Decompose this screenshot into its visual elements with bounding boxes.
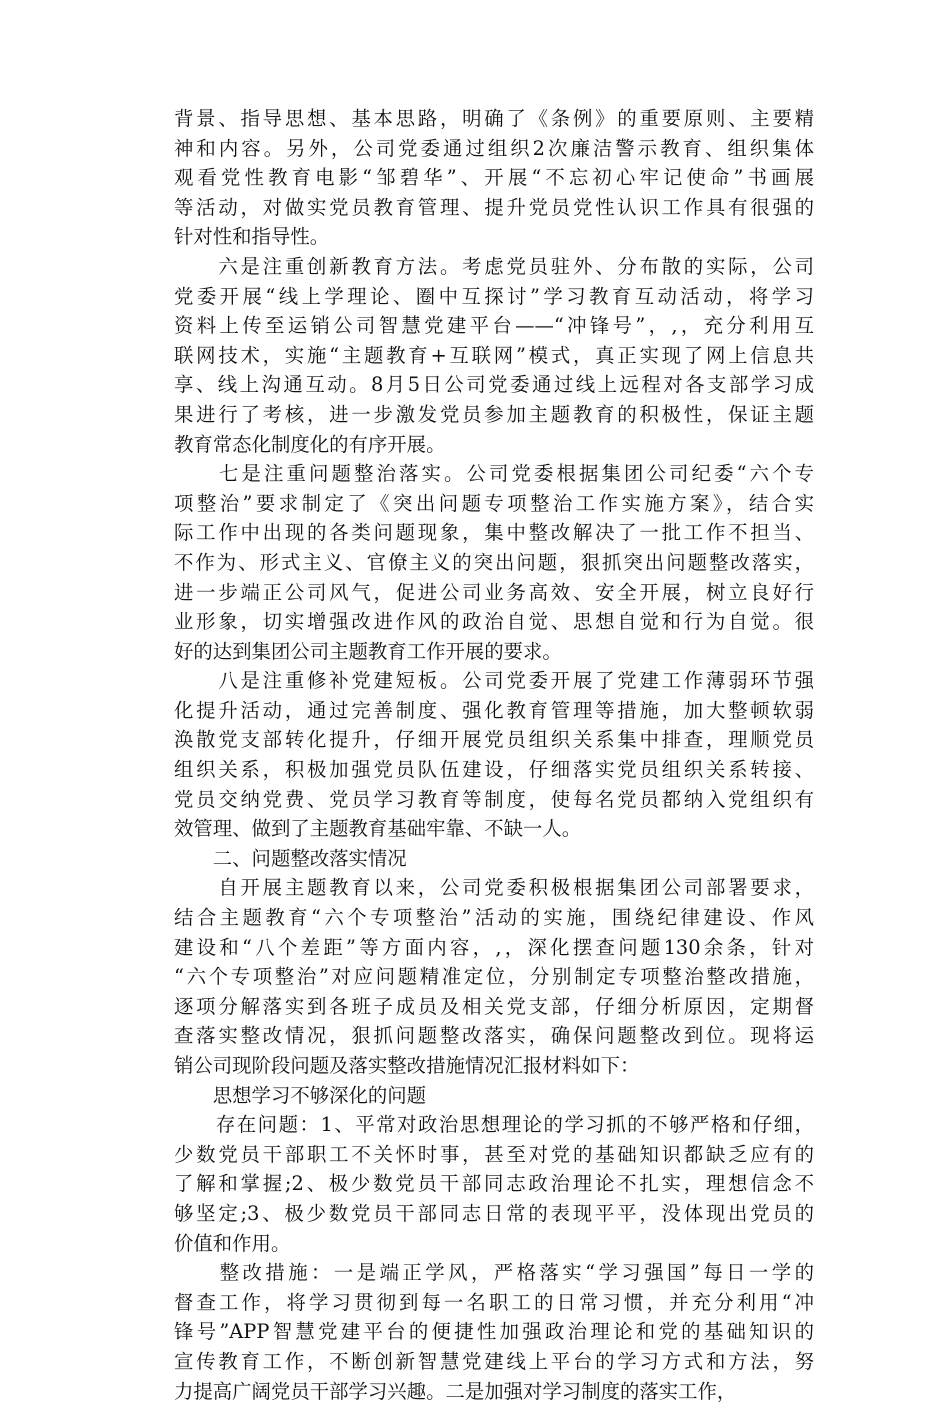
text-line: 涣散党支部转化提升，仔细开展党员组织关系集中排查，理顺党员 xyxy=(174,728,814,752)
text-line: 建设和“八个差距”等方面内容，,，深化摆查问题130余条，针对 xyxy=(174,935,814,959)
text-line: 党员交纳党费、党员学习教育等制度，使每名党员都纳入党组织有 xyxy=(174,787,814,811)
text-line: 联网技术，实施“主题教育+互联网”模式，真正实现了网上信息共 xyxy=(174,343,814,367)
text-line: 销公司现阶段问题及落实整改措施情况汇报材料如下： xyxy=(174,1054,640,1077)
text-line: 针对性和指导性。 xyxy=(174,225,330,249)
text-line: 背景、指导思想、基本思路，明确了《条例》的重要原则、主要精 xyxy=(174,107,814,130)
text-line: 力提高广阔党员干部学习兴趣。二是加强对学习制度的落实工作， xyxy=(174,1379,737,1403)
text-line: 够坚定;3、极少数党员干部同志日常的表现平平，没体现出党员的 xyxy=(174,1201,814,1225)
text-line: 思想学习不够深化的问题 xyxy=(174,1083,427,1107)
text-line: 督查工作，将学习贯彻到每一名职工的日常习惯，并充分利用“冲 xyxy=(174,1290,814,1314)
text-line: 进一步端正公司风气，促进公司业务高效、安全开展，树立良好行 xyxy=(174,580,814,604)
text-line: 了解和掌握;2、极少数党员干部同志政治理论不扎实，理想信念不 xyxy=(174,1172,814,1196)
text-line: 际工作中出现的各类问题现象，集中整改解决了一批工作不担当、 xyxy=(174,521,814,545)
paragraph-p-problems xyxy=(174,1110,814,1258)
paragraph-p-heading-study xyxy=(174,1081,814,1111)
text-line: 少数党员干部职工不关怀时事，甚至对党的基础知识都缺乏应有的 xyxy=(174,1142,814,1166)
paragraph-p-seven xyxy=(174,459,814,666)
text-line: 资料上传至运销公司智慧党建平台——“冲锋号”，,，充分利用互 xyxy=(174,314,814,338)
text-line: 逐项分解落实到各班子成员及相关党支部，仔细分析原因，定期督 xyxy=(174,994,814,1018)
text-line: 二、问题整改落实情况 xyxy=(174,846,407,870)
text-line: 结合主题教育“六个专项整治”活动的实施，围绕纪律建设、作风 xyxy=(174,906,814,930)
text-line: 不作为、形式主义、官僚主义的突出问题，狠抓突出问题整改落实， xyxy=(174,550,814,574)
document-body xyxy=(174,104,814,1406)
text-line: 查落实整改情况，狠抓问题整改落实，确保问题整改到位。现将运 xyxy=(174,1024,814,1048)
paragraph-p-since xyxy=(174,873,814,1080)
text-line: 观看党性教育电影“邹碧华”、开展“不忘初心牢记使命”书画展 xyxy=(174,166,814,190)
text-line: 等活动，对做实党员教育管理、提升党员党性认识工作具有很强的 xyxy=(174,195,814,219)
text-line: 业形象，切实增强改进作风的政治自觉、思想自觉和行为自觉。很 xyxy=(174,610,814,634)
paragraph-p-eight xyxy=(174,666,814,844)
paragraph-p-heading-two xyxy=(174,844,814,874)
text-line: 整改措施：一是端正学风，严格落实“学习强国”每日一学的 xyxy=(174,1261,814,1285)
text-line: 效管理、做到了主题教育基础牢靠、不缺一人。 xyxy=(174,817,582,841)
text-line: 享、线上沟通互动。8月5日公司党委通过线上远程对各支部学习成 xyxy=(174,373,814,397)
text-line: 项整治”要求制定了《突出问题专项整治工作实施方案》，结合实 xyxy=(174,491,814,515)
text-line: 好的达到集团公司主题教育工作开展的要求。 xyxy=(174,639,562,663)
text-line: 组织关系，积极加强党员队伍建设，仔细落实党员组织关系转接、 xyxy=(174,758,814,782)
text-line: 党委开展“线上学理论、圈中互探讨”学习教育互动活动，将学习 xyxy=(174,284,814,308)
paragraph-p-measures xyxy=(174,1258,814,1406)
text-line: 自开展主题教育以来，公司党委积极根据集团公司部署要求， xyxy=(174,876,814,900)
text-line: 八是注重修补党建短板。公司党委开展了党建工作薄弱环节强 xyxy=(174,669,814,693)
text-line: 神和内容。另外，公司党委通过组织2次廉洁警示教育、组织集体 xyxy=(174,136,814,160)
text-line: 七是注重问题整治落实。公司党委根据集团公司纪委“六个专 xyxy=(174,462,814,486)
text-line: 锋号”APP智慧党建平台的便捷性加强政治理论和党的基础知识的 xyxy=(174,1320,814,1344)
text-line: 化提升活动，通过完善制度、强化教育管理等措施，加大整顿软弱 xyxy=(174,698,814,722)
text-line: 六是注重创新教育方法。考虑党员驻外、分布散的实际，公司 xyxy=(174,254,814,278)
text-line: 教育常态化制度化的有序开展。 xyxy=(174,432,446,456)
text-line: 宣传教育工作，不断创新智慧党建线上平台的学习方式和方法，努 xyxy=(174,1349,814,1373)
text-line: 价值和作用。 xyxy=(174,1231,291,1255)
text-line: 存在问题：1、平常对政治思想理论的学习抓的不够严格和仔细， xyxy=(174,1113,814,1137)
paragraph-p-intro-cont xyxy=(174,104,814,252)
paragraph-p-six xyxy=(174,252,814,459)
text-line: 果进行了考核，进一步激发党员参加主题教育的积极性，保证主题 xyxy=(174,402,814,426)
text-line: “六个专项整治”对应问题精准定位，分别制定专项整治整改措施， xyxy=(174,965,814,989)
